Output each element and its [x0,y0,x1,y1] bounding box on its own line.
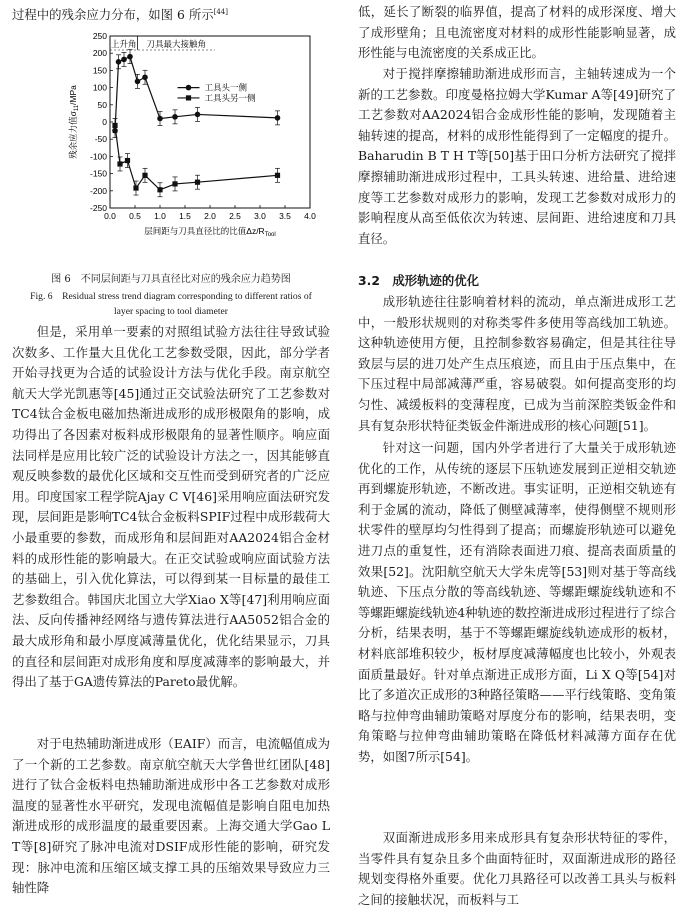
data-point-circle [195,112,201,118]
x-tick-label: 1.5 [179,211,191,221]
section-heading: 3.2 成形轨迹的优化 [358,273,480,288]
y-tick-label: 0 [102,117,107,127]
y-tick-label: -200 [89,185,107,196]
data-point-square [157,187,162,192]
figure-caption-en-line2: layer spacing to tool diameter [113,306,229,317]
data-point-square [142,173,147,178]
y-tick-label: 50 [97,99,107,110]
y-axis-label-unit: /MPa [68,85,78,105]
legend-label: 工具头另一侧 [204,92,256,103]
data-point-circle [157,116,163,122]
y-tick-label: -150 [89,168,107,179]
data-point-square [117,161,122,166]
data-point-square [195,180,200,185]
x-tick-label: 2.0 [204,211,216,221]
data-point-circle [127,54,133,60]
left-top-line [12,2,330,26]
figure-caption-en-line1: Fig. 6 Residual stress trend diagram corresponding to different ratios of [30,291,312,302]
right-paragraph-0: 低，延长了断裂的临界值，提高了材料的成形深度、增大了成形壁角；且电流密度对材料的成形性能影响显著，成形性能与电流密度的关系成正比。 [358,4,676,61]
y-axis-label-sub: 11 [74,104,80,112]
y-tick-label: 150 [92,65,107,76]
x-tick-label: 0.5 [129,211,141,221]
right-paragraph-1: 对于搅拌摩擦辅助渐进成形而言，主轴转速成为一个新的工艺参数。印度曼格拉姆大学Kumar A等[49]研究了工艺参数对AA2024铝合金成形性能的影响，发现随着主轴转速的提高，材料的成形性能得到了一定幅度的提升。Baharudin B T H T等[50]基于田口分析方法研究了搅拌摩擦辅助渐进成形过程中，工具头转速、进给量、进给速度等工艺参数对成形力的影响，发现工艺参数对成形力的影响程度从高至低依次为转速、层间距、进给速度和刀具直径。 [358,66,676,246]
data-point-circle [116,59,122,65]
x-tick-label: 3.5 [279,211,291,221]
x-axis-label-sub: Tool [264,232,276,238]
region-label-rise: 上升角 [110,39,137,49]
data-point-square [172,181,177,186]
x-tick-label: 0.0 [104,211,116,221]
y-tick-label: -250 [89,203,107,213]
x-tick-label: 1.0 [154,211,166,221]
data-point-square [112,123,117,128]
y-tick-label: -50 [94,134,107,145]
x-axis-label: 层间距与刀具直径比的比值$\Delta z/R_{Tool}$ [144,226,276,238]
legend-marker-square [186,95,191,100]
y-axis-label: 残余应力值$\sigma_{11}$/MPa [68,85,80,159]
region-label-contact: 刀具最大接触角 [146,39,207,49]
y-tick-label: 200 [92,48,107,59]
residual-stress-chart [52,28,327,250]
left-paragraph-1: 但是，采用单一要素的对照组试验方法往往导致试验次数多、工作量大且优化工艺参数受限，因此，部分学者开始寻找更为合适的试验设计方法与优化手段。南京航空航天大学光凯惠等[45]通过正交试验法研究了工艺参数对TC4钛合金板电磁加热渐进成形的成形极限角的影响，成功得出了各因素对板料成形极限角的显著性顺序。响应面法同样是应用比较广泛的试验设计方法之一，因其能够直观反映参数的最优化区域和交互性而受到研究者的广泛应用。印度国家工程学院Ajay C V[46]采用响应面法研究发现，层间距是影响TC4钛合金板料SPIF过程中成形载荷大小最重要的参数，而成形角和层间距对AA2024铝合金材料的成形性能的影响最大。在正交试验或响应面试验方法的基础上，引入优化算法，可以得到某一目标量的最佳工艺参数组合。韩国庆北国立大学Xiao X等[47]利用响应面法、反向传播神经网络与遗传算法进行AA5052铝合金的最大成形角和最小厚度减薄量优化，优化结果显示，刀具的直径和层间距对成形角度和厚度减薄率的影响最大，并得出了基于GA遗传算法的Pareto最优解。 [12,324,330,690]
x-tick-label: 3.0 [254,211,266,221]
x-tick-label: 2.5 [229,211,241,221]
data-point-square [275,173,280,178]
right-paragraph-3: 针对这一问题，国内外学者进行了大量关于成形轨迹优化的工作，从传统的逐层下压轨迹发展到正逆相交轨迹再到螺旋形轨迹，不断改进。事实证明，正逆相交轨迹有利于金属的流动，降低了侧壁减薄率，使得侧壁不规则形状零件的壁厚均匀性得到了提高；而螺旋形轨迹可以避免进刀点的重复性，还有消除表面进刀痕、提高表面质量的效果[52]。沈阳航空航天大学朱虎等[53]则对基于等高线轨迹、下压点分散的等高线轨迹、等螺距螺旋线轨迹和不等螺距螺旋线轨迹4种轨迹的数控渐进成形过程进行了综合分析，结果表明，基于不等螺距螺旋线轨迹成形的板材，材料底部堆积较少，板材厚度减薄幅度也比较小，外观表面质量最好。针对单点渐进正成形方面，Li X Q等[54]对比了多道次正成形的3种路径策略——平行线策略、变角策略与拉伸弯曲辅助策略对厚度分布的影响，结果表明，变角策略与拉伸弯曲辅助策略在降低材料减薄方面存在优势，如图7所示[54]。 [358,440,676,764]
y-tick-label: 250 [92,31,107,41]
figure-caption-cn: 图 6 不同层间距与刀具直径比对应的残余应力趋势图 [51,274,291,285]
data-point-circle [275,115,281,121]
x-tick-label: 4.0 [304,211,316,221]
data-point-circle [135,79,141,85]
right-paragraph-2: 成形轨迹往往影响着材料的流动，单点渐进成形工艺中，一般形状规则的对称类零件多使用等高线加工轨迹。这种轨迹使用方便，且控制参数容易确定，但是其往往导致层与层的进刀处产生点压痕迹，而且由于压点集中，在下压过程中局部减薄严重，容易破裂。如何提高变形的均匀性、减缓板料的变薄程度，已成为当前深腔类钣金件和具有复杂形状特征类钣金件渐进成形的核心问题[51]。 [358,294,676,433]
data-point-circle [142,74,148,80]
right-paragraph-4: 双面渐进成形多用来成形具有复杂形状特征的零件，当零件具有复杂且多个曲面特征时，双面渐进成形的路径规划变得格外重要。优化刀具路径可以改善工具头与板料之间的接触状况，而板料与工 [358,830,676,907]
legend-label: 工具头一侧 [204,82,248,93]
left-top-text: 过程中的残余应力分布，如图 6 所示 [12,7,214,23]
data-point-square [125,158,130,163]
legend-marker-circle [186,85,192,91]
data-point-circle [121,57,127,63]
data-point-circle [172,114,178,120]
left-top-ref: [44] [213,8,228,16]
data-point-square [133,185,138,190]
y-tick-label: 100 [92,82,107,93]
left-paragraph-2: 对于电热辅助渐进成形（EAIF）而言，电流幅值成为了一个新的工艺参数。南京航空航天大学鲁世红团队[48]进行了钛合金板料电热辅助渐进成形中各工艺参数对成形温度的显著性水平研究，发现电流幅值是影响自阻电加热渐进成形的成形温度的最重要因素。上海交通大学Gao L T等[8]研究了脉冲电流对DSIF成形性能的影响，研究发现：脉冲电流和压缩区域支撑工具的压缩效果导致应力三轴性降 [12,736,330,896]
y-tick-label: -100 [89,151,107,162]
